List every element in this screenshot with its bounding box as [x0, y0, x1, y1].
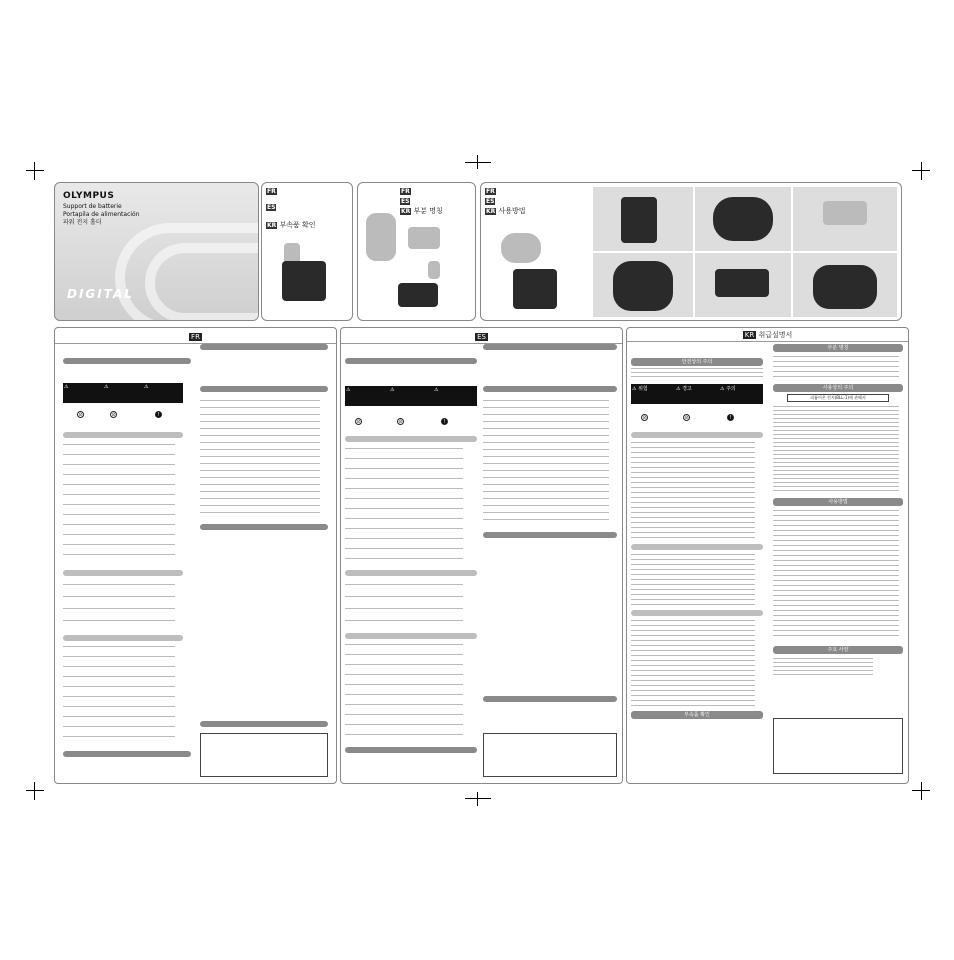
text-line [200, 421, 320, 422]
crop-mark [921, 162, 922, 180]
text-line [200, 512, 320, 513]
text-line [345, 478, 463, 479]
text-line [63, 494, 175, 495]
text-line [773, 635, 899, 636]
text-line [773, 605, 899, 606]
title-kr: 파워 전지 홀더 [63, 219, 102, 226]
text-line [63, 716, 175, 717]
warning-box: ⚠ [389, 386, 433, 406]
text-line [483, 491, 609, 492]
parts-title: 부분 명칭 [773, 344, 903, 352]
danger-label: 위험 [638, 386, 648, 392]
crop-mark [912, 170, 930, 171]
crop-mark [477, 792, 478, 806]
text-line [345, 644, 463, 645]
text-line [631, 452, 755, 453]
text-line [631, 368, 763, 369]
mandatory-icon: ! [441, 418, 448, 425]
text-line [63, 676, 175, 677]
step-photo [695, 253, 791, 317]
step-photo [793, 253, 897, 317]
text-line [345, 684, 463, 685]
text-line [773, 366, 899, 367]
text-line [631, 599, 755, 600]
step-photo [593, 253, 693, 317]
text-line [345, 448, 463, 449]
text-line [773, 515, 899, 516]
text-line [63, 534, 175, 535]
text-line [773, 658, 873, 659]
text-line [631, 579, 755, 580]
text-line [631, 482, 755, 483]
text-line [63, 608, 175, 609]
text-line [63, 696, 175, 697]
step-illustration [513, 269, 557, 309]
text-line [631, 680, 755, 681]
text-line [773, 555, 899, 556]
text-line [773, 478, 899, 479]
section-bar [63, 751, 191, 757]
text-line [773, 590, 899, 591]
text-line [483, 442, 609, 443]
text-line [63, 584, 175, 585]
text-line [200, 484, 320, 485]
lang-es-badge: ES [267, 204, 276, 211]
text-line [345, 664, 463, 665]
text-line [631, 620, 755, 621]
text-line [345, 558, 463, 559]
precautions-title: 사용상의 주의 [773, 384, 903, 392]
text-line [631, 457, 755, 458]
step-illustration [501, 233, 541, 263]
text-line [483, 449, 609, 450]
text-line [631, 589, 755, 590]
text-line [200, 470, 320, 471]
text-line [631, 700, 755, 701]
text-line [773, 446, 899, 447]
text-line [631, 372, 763, 373]
cover-panel [54, 182, 259, 321]
text-line [773, 371, 899, 372]
text-line [200, 407, 320, 408]
section-bar [483, 696, 617, 702]
text-line [631, 527, 755, 528]
caution-header [63, 635, 183, 641]
step-photo [593, 187, 693, 251]
text-line [631, 462, 755, 463]
text-line [63, 524, 175, 525]
spec-title: 주요 사양 [773, 646, 903, 654]
section-bar [345, 358, 477, 364]
text-line [345, 674, 463, 675]
text-line [773, 361, 899, 362]
text-line [200, 442, 320, 443]
text-line [631, 695, 755, 696]
lang-fr-badge: FR [401, 188, 410, 195]
text-line [631, 675, 755, 676]
text-line [631, 376, 763, 377]
text-line [631, 635, 755, 636]
es-header: ES [477, 333, 486, 341]
text-line [200, 435, 320, 436]
es-column [340, 327, 623, 784]
text-line [773, 570, 899, 571]
kr-header-code: KR [744, 331, 755, 339]
text-line [773, 565, 899, 566]
text-line [63, 686, 175, 687]
accessories-title: 부속품 확인 [631, 711, 763, 719]
danger-box: ⚠ [345, 386, 389, 406]
text-line [63, 596, 175, 597]
text-line [773, 600, 899, 601]
lang-kr-badge: KR [401, 208, 411, 215]
text-line [345, 596, 463, 597]
text-line [345, 468, 463, 469]
decorative-swoosh [145, 243, 259, 321]
text-line [773, 438, 899, 439]
text-line [483, 456, 609, 457]
text-line [483, 519, 609, 520]
text-line [345, 734, 463, 735]
text-line [773, 454, 899, 455]
text-line [773, 410, 899, 411]
prohibited-icon: ⊘ [356, 419, 361, 425]
address-box [200, 733, 328, 777]
text-line [631, 559, 755, 560]
text-line [773, 550, 899, 551]
caution-box: ⚠ [433, 386, 477, 406]
brand-logo: OLYMPUS [63, 191, 115, 201]
text-line [773, 666, 873, 667]
text-line [773, 575, 899, 576]
lang-fr-badge: FR [486, 188, 495, 195]
kr-header-title: 취급설명서 [758, 331, 793, 339]
text-line [345, 608, 463, 609]
text-line [631, 517, 755, 518]
text-line [631, 670, 755, 671]
text-line [773, 418, 899, 419]
text-line [631, 564, 755, 565]
text-line [631, 522, 755, 523]
address-box [773, 718, 903, 774]
text-line [483, 498, 609, 499]
text-line [773, 560, 899, 561]
holder-bottom-illustration [398, 283, 438, 307]
warning-label: 경고 [682, 386, 692, 392]
no-disassemble-icon: ⊘ [684, 415, 689, 421]
text-line [773, 430, 899, 431]
text-line [483, 470, 609, 471]
battery-title: 리튬이온 전지(BLL-1)에 관해서 [787, 394, 889, 402]
text-line [773, 595, 899, 596]
battery-cover-illustration [428, 261, 440, 279]
text-line [63, 444, 175, 445]
text-line [63, 620, 175, 621]
text-line [345, 584, 463, 585]
text-line [345, 528, 463, 529]
text-line [631, 660, 755, 661]
caution-label: 주의 [726, 386, 736, 392]
lang-kr-badge: KR [267, 222, 277, 229]
danger-box: ⚠ [63, 383, 103, 403]
section-bar [200, 344, 328, 350]
parts-label: 부분 명칭 [413, 207, 443, 215]
warning-header [63, 570, 183, 576]
text-line [773, 470, 899, 471]
text-line [63, 726, 175, 727]
text-line [631, 537, 755, 538]
section-bar [483, 344, 617, 350]
text-line [773, 662, 873, 663]
text-line [631, 604, 755, 605]
text-line [483, 477, 609, 478]
crop-mark [26, 790, 44, 791]
text-line [63, 464, 175, 465]
text-line [631, 447, 755, 448]
text-line [631, 532, 755, 533]
warning-header [345, 570, 477, 576]
caution-header [631, 610, 763, 616]
text-line [773, 356, 899, 357]
text-line [773, 442, 899, 443]
section-bar [483, 386, 617, 392]
text-line [631, 554, 755, 555]
title-fr: Support de batterie [63, 203, 122, 210]
text-line [773, 474, 899, 475]
text-line [345, 694, 463, 695]
text-line [63, 646, 175, 647]
text-line [200, 400, 320, 401]
text-line [773, 615, 899, 616]
crop-mark [34, 162, 35, 180]
digital-logo: DIGITAL [67, 287, 134, 301]
holder-side-illustration [366, 213, 396, 261]
lang-kr-badge: KR [486, 208, 496, 215]
text-line [773, 450, 899, 451]
text-line [773, 458, 899, 459]
text-line [631, 467, 755, 468]
text-line [773, 406, 899, 407]
text-line [63, 454, 175, 455]
text-line [200, 505, 320, 506]
usage-label: 사용방법 [498, 207, 526, 215]
text-line [631, 574, 755, 575]
text-line [200, 456, 320, 457]
text-line [631, 584, 755, 585]
text-line [631, 630, 755, 631]
text-line [345, 518, 463, 519]
text-line [63, 474, 175, 475]
text-line [773, 414, 899, 415]
text-line [200, 414, 320, 415]
text-line [773, 630, 899, 631]
text-line [773, 620, 899, 621]
crop-mark [34, 782, 35, 800]
step-photo [793, 187, 897, 251]
fr-column [54, 327, 337, 784]
section-bar [200, 524, 328, 530]
accessories-panel [261, 182, 353, 321]
text-line [773, 376, 899, 377]
usage-title: 사용방법 [773, 498, 903, 506]
section-bar [483, 532, 617, 538]
safety-title: 안전상의 주의 [631, 358, 763, 366]
text-line [63, 706, 175, 707]
text-line [200, 491, 320, 492]
text-line [345, 548, 463, 549]
accessories-label: 부속품 확인 [279, 221, 316, 229]
text-line [483, 400, 609, 401]
text-line [345, 620, 463, 621]
text-line [483, 428, 609, 429]
text-line [483, 435, 609, 436]
crop-mark [26, 170, 44, 171]
crop-mark [912, 790, 930, 791]
section-bar [200, 721, 328, 727]
title-es: Portapila de alimentación [63, 211, 140, 218]
text-line [773, 426, 899, 427]
text-line [63, 656, 175, 657]
text-line [631, 640, 755, 641]
text-line [200, 498, 320, 499]
text-line [631, 594, 755, 595]
kr-column: KR 취급설명서 안전상의 주의 ⚠ 위험 ⚠ 경고 ⚠ 주의 ⊘ ⊘ ! 부속품 확인 부분 명칭 사용상의 주의 리튬이온 전지(BLL-1)에 관해서 사용방법 주요 사양 [626, 327, 909, 784]
text-line [773, 510, 899, 511]
text-line [773, 525, 899, 526]
text-line [631, 650, 755, 651]
text-line [773, 674, 873, 675]
text-line [631, 705, 755, 706]
text-line [345, 714, 463, 715]
text-line [631, 569, 755, 570]
text-line [345, 724, 463, 725]
text-line [773, 520, 899, 521]
text-line [631, 507, 755, 508]
text-line [631, 625, 755, 626]
text-line [773, 530, 899, 531]
text-line [773, 540, 899, 541]
text-line [773, 422, 899, 423]
text-line [631, 655, 755, 656]
text-line [345, 458, 463, 459]
prohibited-icon: ⊘ [78, 412, 83, 418]
text-line [773, 610, 899, 611]
text-line [483, 414, 609, 415]
text-line [345, 538, 463, 539]
text-line [345, 498, 463, 499]
text-line [345, 508, 463, 509]
lang-es-badge: ES [486, 198, 495, 205]
text-line [63, 544, 175, 545]
fr-header: FR [191, 333, 200, 341]
no-disassemble-icon: ⊘ [111, 412, 116, 418]
battery-holder-illustration [282, 261, 326, 301]
text-line [483, 505, 609, 506]
crop-mark [465, 798, 491, 799]
warning-box: ⚠ [103, 383, 143, 403]
text-line [773, 580, 899, 581]
warning-header [631, 544, 763, 550]
text-line [773, 625, 899, 626]
text-line [63, 504, 175, 505]
text-line [483, 421, 609, 422]
no-disassemble-icon: ⊘ [398, 419, 403, 425]
text-line [631, 645, 755, 646]
danger-header [63, 432, 183, 438]
text-line [773, 434, 899, 435]
text-line [200, 463, 320, 464]
caution-header [345, 633, 477, 639]
lang-fr-badge: FR [267, 188, 276, 195]
text-line [773, 585, 899, 586]
text-line [631, 477, 755, 478]
text-line [483, 407, 609, 408]
text-line [631, 502, 755, 503]
prohibited-icon: ⊘ [642, 415, 647, 421]
text-line [63, 514, 175, 515]
crop-mark [465, 162, 491, 163]
crop-mark [921, 782, 922, 800]
text-line [63, 736, 175, 737]
mandatory-icon: ! [155, 411, 162, 418]
text-line [63, 484, 175, 485]
text-line [773, 462, 899, 463]
text-line [773, 535, 899, 536]
text-line [631, 442, 755, 443]
holder-front-illustration [408, 227, 440, 249]
text-line [63, 666, 175, 667]
lang-es-badge: ES [401, 198, 410, 205]
section-bar [63, 358, 191, 364]
text-line [631, 492, 755, 493]
danger-header [345, 436, 477, 442]
text-line [345, 704, 463, 705]
section-bar [345, 747, 477, 753]
text-line [345, 654, 463, 655]
text-line [773, 466, 899, 467]
step-photo [695, 187, 791, 251]
danger-header [631, 432, 763, 438]
text-line [200, 449, 320, 450]
text-line [773, 482, 899, 483]
text-line [345, 488, 463, 489]
text-line [773, 490, 899, 491]
mandatory-icon: ! [727, 414, 734, 421]
caution-box: ⚠ [143, 383, 183, 403]
text-line [63, 554, 175, 555]
text-line [200, 428, 320, 429]
text-line [200, 477, 320, 478]
text-line [773, 670, 873, 671]
text-line [631, 472, 755, 473]
usage-panel [480, 182, 902, 321]
text-line [631, 685, 755, 686]
address-box [483, 733, 617, 777]
text-line [483, 484, 609, 485]
text-line [631, 690, 755, 691]
text-line [631, 487, 755, 488]
section-bar [200, 386, 328, 392]
text-line [773, 486, 899, 487]
text-line [483, 463, 609, 464]
text-line [631, 512, 755, 513]
text-line [483, 512, 609, 513]
text-line [631, 497, 755, 498]
text-line [773, 545, 899, 546]
parts-panel [357, 182, 476, 321]
text-line [631, 665, 755, 666]
